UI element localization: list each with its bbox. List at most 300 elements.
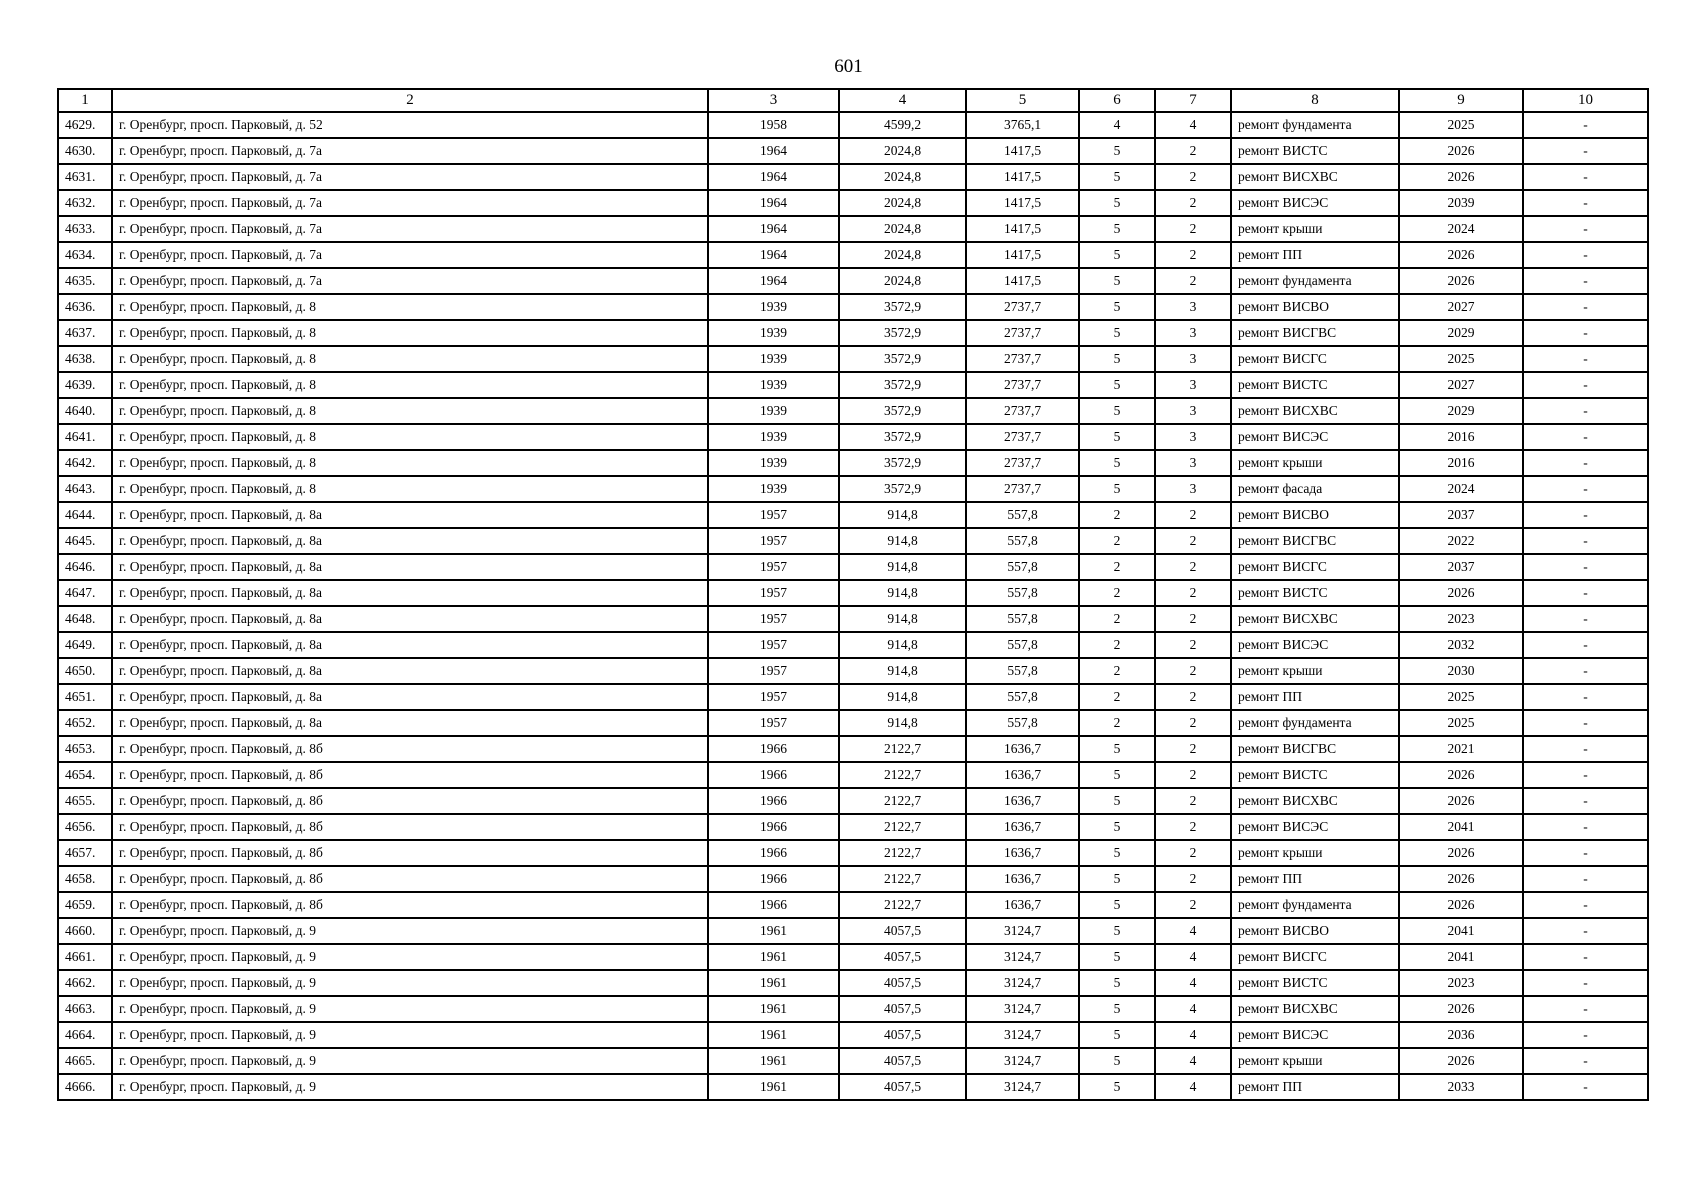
cell-entrances: 2 — [1155, 554, 1231, 580]
cell-entrances: 2 — [1155, 138, 1231, 164]
cell-note: - — [1523, 996, 1648, 1022]
cell-build-year: 1939 — [708, 450, 839, 476]
cell-entrances: 2 — [1155, 502, 1231, 528]
cell-floors: 5 — [1079, 346, 1155, 372]
cell-total-area: 2024,8 — [839, 190, 966, 216]
cell-note: - — [1523, 892, 1648, 918]
cell-planned-year: 2025 — [1399, 710, 1523, 736]
table-row — [58, 216, 1648, 242]
cell-planned-year: 2026 — [1399, 242, 1523, 268]
cell-total-area: 914,8 — [839, 502, 966, 528]
cell-entrances: 4 — [1155, 918, 1231, 944]
cell-build-year: 1966 — [708, 840, 839, 866]
cell-row-number: 4663. — [58, 996, 112, 1022]
column-header-1: 1 — [58, 89, 112, 112]
cell-total-area: 2024,8 — [839, 242, 966, 268]
cell-living-area: 1636,7 — [966, 892, 1079, 918]
cell-planned-year: 2025 — [1399, 112, 1523, 138]
cell-note: - — [1523, 736, 1648, 762]
cell-planned-year: 2026 — [1399, 268, 1523, 294]
cell-row-number: 4633. — [58, 216, 112, 242]
cell-planned-year: 2030 — [1399, 658, 1523, 684]
cell-floors: 2 — [1079, 710, 1155, 736]
page-number: 601 — [834, 56, 863, 77]
cell-total-area: 2024,8 — [839, 138, 966, 164]
cell-entrances: 2 — [1155, 268, 1231, 294]
cell-note: - — [1523, 164, 1648, 190]
cell-build-year: 1961 — [708, 1022, 839, 1048]
cell-note: - — [1523, 450, 1648, 476]
cell-note: - — [1523, 762, 1648, 788]
cell-total-area: 3572,9 — [839, 346, 966, 372]
cell-row-number: 4644. — [58, 502, 112, 528]
cell-floors: 5 — [1079, 944, 1155, 970]
cell-work-type: ремонт фундамента — [1231, 710, 1399, 736]
cell-entrances: 4 — [1155, 112, 1231, 138]
cell-entrances: 2 — [1155, 788, 1231, 814]
cell-row-number: 4647. — [58, 580, 112, 606]
cell-planned-year: 2025 — [1399, 346, 1523, 372]
cell-floors: 2 — [1079, 528, 1155, 554]
cell-work-type: ремонт крыши — [1231, 840, 1399, 866]
cell-address: г. Оренбург, просп. Парковый, д. 8 — [112, 372, 708, 398]
cell-planned-year: 2016 — [1399, 450, 1523, 476]
cell-row-number: 4665. — [58, 1048, 112, 1074]
cell-total-area: 4057,5 — [839, 918, 966, 944]
cell-floors: 5 — [1079, 216, 1155, 242]
table-row — [58, 138, 1648, 164]
table-row — [58, 320, 1648, 346]
cell-build-year: 1961 — [708, 944, 839, 970]
cell-address: г. Оренбург, просп. Парковый, д. 8б — [112, 814, 708, 840]
cell-total-area: 914,8 — [839, 606, 966, 632]
cell-build-year: 1964 — [708, 190, 839, 216]
cell-row-number: 4637. — [58, 320, 112, 346]
table-row — [58, 866, 1648, 892]
table-row — [58, 970, 1648, 996]
cell-floors: 2 — [1079, 502, 1155, 528]
cell-address: г. Оренбург, просп. Парковый, д. 8б — [112, 788, 708, 814]
cell-total-area: 914,8 — [839, 632, 966, 658]
table-body — [58, 112, 1648, 1100]
cell-planned-year: 2029 — [1399, 398, 1523, 424]
cell-row-number: 4642. — [58, 450, 112, 476]
cell-total-area: 4057,5 — [839, 1022, 966, 1048]
cell-row-number: 4645. — [58, 528, 112, 554]
cell-floors: 5 — [1079, 788, 1155, 814]
cell-living-area: 3124,7 — [966, 970, 1079, 996]
cell-floors: 5 — [1079, 996, 1155, 1022]
cell-entrances: 3 — [1155, 294, 1231, 320]
cell-note: - — [1523, 1022, 1648, 1048]
cell-planned-year: 2027 — [1399, 372, 1523, 398]
table-row — [58, 684, 1648, 710]
cell-floors: 5 — [1079, 398, 1155, 424]
cell-build-year: 1939 — [708, 398, 839, 424]
cell-entrances: 2 — [1155, 216, 1231, 242]
cell-living-area: 1417,5 — [966, 216, 1079, 242]
cell-planned-year: 2016 — [1399, 424, 1523, 450]
cell-address: г. Оренбург, просп. Парковый, д. 8а — [112, 554, 708, 580]
cell-entrances: 4 — [1155, 944, 1231, 970]
cell-build-year: 1957 — [708, 528, 839, 554]
cell-work-type: ремонт ВИСХВС — [1231, 606, 1399, 632]
cell-entrances: 3 — [1155, 476, 1231, 502]
cell-work-type: ремонт ВИСВО — [1231, 294, 1399, 320]
cell-address: г. Оренбург, просп. Парковый, д. 8б — [112, 762, 708, 788]
column-header-2: 2 — [112, 89, 708, 112]
cell-work-type: ремонт ВИСГВС — [1231, 736, 1399, 762]
cell-planned-year: 2026 — [1399, 580, 1523, 606]
cell-living-area: 557,8 — [966, 580, 1079, 606]
cell-row-number: 4653. — [58, 736, 112, 762]
cell-address: г. Оренбург, просп. Парковый, д. 9 — [112, 1022, 708, 1048]
cell-build-year: 1957 — [708, 632, 839, 658]
table-row — [58, 658, 1648, 684]
table-row — [58, 1074, 1648, 1100]
cell-total-area: 3572,9 — [839, 450, 966, 476]
cell-planned-year: 2022 — [1399, 528, 1523, 554]
table-row — [58, 840, 1648, 866]
cell-work-type: ремонт фундамента — [1231, 112, 1399, 138]
cell-total-area: 2024,8 — [839, 216, 966, 242]
cell-row-number: 4638. — [58, 346, 112, 372]
cell-note: - — [1523, 1048, 1648, 1074]
cell-entrances: 3 — [1155, 450, 1231, 476]
cell-work-type: ремонт фасада — [1231, 476, 1399, 502]
cell-build-year: 1958 — [708, 112, 839, 138]
cell-address: г. Оренбург, просп. Парковый, д. 9 — [112, 1048, 708, 1074]
cell-work-type: ремонт ВИСЭС — [1231, 190, 1399, 216]
cell-floors: 5 — [1079, 1048, 1155, 1074]
header-row — [58, 89, 1648, 112]
cell-total-area: 3572,9 — [839, 320, 966, 346]
cell-entrances: 2 — [1155, 866, 1231, 892]
cell-work-type: ремонт ПП — [1231, 1074, 1399, 1100]
cell-note: - — [1523, 580, 1648, 606]
table-row — [58, 892, 1648, 918]
cell-address: г. Оренбург, просп. Парковый, д. 52 — [112, 112, 708, 138]
cell-address: г. Оренбург, просп. Парковый, д. 9 — [112, 970, 708, 996]
cell-living-area: 3124,7 — [966, 1074, 1079, 1100]
cell-address: г. Оренбург, просп. Парковый, д. 7а — [112, 138, 708, 164]
cell-living-area: 3765,1 — [966, 112, 1079, 138]
column-header-7: 7 — [1155, 89, 1231, 112]
cell-address: г. Оренбург, просп. Парковый, д. 8 — [112, 294, 708, 320]
cell-living-area: 1636,7 — [966, 762, 1079, 788]
cell-row-number: 4662. — [58, 970, 112, 996]
cell-planned-year: 2026 — [1399, 866, 1523, 892]
cell-note: - — [1523, 528, 1648, 554]
cell-entrances: 2 — [1155, 658, 1231, 684]
cell-planned-year: 2024 — [1399, 476, 1523, 502]
cell-living-area: 2737,7 — [966, 372, 1079, 398]
cell-living-area: 2737,7 — [966, 320, 1079, 346]
column-header-6: 6 — [1079, 89, 1155, 112]
cell-address: г. Оренбург, просп. Парковый, д. 7а — [112, 190, 708, 216]
cell-note: - — [1523, 788, 1648, 814]
cell-entrances: 2 — [1155, 840, 1231, 866]
cell-work-type: ремонт фундамента — [1231, 892, 1399, 918]
cell-note: - — [1523, 320, 1648, 346]
cell-total-area: 4057,5 — [839, 970, 966, 996]
cell-living-area: 3124,7 — [966, 1048, 1079, 1074]
table-row — [58, 710, 1648, 736]
cell-note: - — [1523, 294, 1648, 320]
cell-planned-year: 2023 — [1399, 970, 1523, 996]
cell-note: - — [1523, 606, 1648, 632]
cell-build-year: 1966 — [708, 814, 839, 840]
cell-row-number: 4629. — [58, 112, 112, 138]
repair-schedule-table — [57, 88, 1649, 1101]
cell-total-area: 4057,5 — [839, 1074, 966, 1100]
cell-note: - — [1523, 346, 1648, 372]
table-row — [58, 814, 1648, 840]
cell-planned-year: 2026 — [1399, 762, 1523, 788]
cell-total-area: 914,8 — [839, 580, 966, 606]
cell-living-area: 557,8 — [966, 528, 1079, 554]
cell-floors: 2 — [1079, 554, 1155, 580]
table-row — [58, 1022, 1648, 1048]
table-row — [58, 294, 1648, 320]
cell-build-year: 1939 — [708, 372, 839, 398]
cell-total-area: 914,8 — [839, 684, 966, 710]
cell-note: - — [1523, 216, 1648, 242]
cell-build-year: 1957 — [708, 606, 839, 632]
cell-total-area: 4057,5 — [839, 944, 966, 970]
cell-work-type: ремонт ВИСГС — [1231, 346, 1399, 372]
cell-floors: 5 — [1079, 918, 1155, 944]
cell-address: г. Оренбург, просп. Парковый, д. 8а — [112, 684, 708, 710]
cell-living-area: 2737,7 — [966, 398, 1079, 424]
cell-row-number: 4643. — [58, 476, 112, 502]
cell-address: г. Оренбург, просп. Парковый, д. 9 — [112, 918, 708, 944]
cell-work-type: ремонт ВИСТС — [1231, 138, 1399, 164]
cell-floors: 5 — [1079, 268, 1155, 294]
cell-planned-year: 2041 — [1399, 918, 1523, 944]
cell-living-area: 557,8 — [966, 658, 1079, 684]
cell-floors: 5 — [1079, 294, 1155, 320]
cell-work-type: ремонт крыши — [1231, 450, 1399, 476]
cell-note: - — [1523, 242, 1648, 268]
cell-floors: 5 — [1079, 372, 1155, 398]
column-header-4: 4 — [839, 89, 966, 112]
cell-living-area: 2737,7 — [966, 346, 1079, 372]
cell-floors: 2 — [1079, 684, 1155, 710]
cell-entrances: 4 — [1155, 1022, 1231, 1048]
cell-address: г. Оренбург, просп. Парковый, д. 8б — [112, 866, 708, 892]
cell-floors: 5 — [1079, 476, 1155, 502]
cell-address: г. Оренбург, просп. Парковый, д. 8а — [112, 658, 708, 684]
cell-work-type: ремонт ВИСГС — [1231, 554, 1399, 580]
table-row — [58, 762, 1648, 788]
cell-build-year: 1964 — [708, 242, 839, 268]
cell-note: - — [1523, 502, 1648, 528]
cell-build-year: 1957 — [708, 554, 839, 580]
cell-build-year: 1966 — [708, 736, 839, 762]
cell-note: - — [1523, 944, 1648, 970]
cell-planned-year: 2026 — [1399, 892, 1523, 918]
cell-living-area: 3124,7 — [966, 918, 1079, 944]
cell-entrances: 4 — [1155, 996, 1231, 1022]
cell-build-year: 1939 — [708, 346, 839, 372]
cell-planned-year: 2026 — [1399, 788, 1523, 814]
cell-work-type: ремонт ВИСХВС — [1231, 164, 1399, 190]
cell-address: г. Оренбург, просп. Парковый, д. 8а — [112, 606, 708, 632]
cell-row-number: 4649. — [58, 632, 112, 658]
cell-row-number: 4660. — [58, 918, 112, 944]
column-header-10: 10 — [1523, 89, 1648, 112]
cell-total-area: 2024,8 — [839, 268, 966, 294]
cell-entrances: 4 — [1155, 1074, 1231, 1100]
table-row — [58, 450, 1648, 476]
column-header-3: 3 — [708, 89, 839, 112]
cell-planned-year: 2026 — [1399, 164, 1523, 190]
cell-row-number: 4658. — [58, 866, 112, 892]
cell-living-area: 1636,7 — [966, 736, 1079, 762]
cell-work-type: ремонт ВИСХВС — [1231, 398, 1399, 424]
cell-note: - — [1523, 658, 1648, 684]
cell-entrances: 4 — [1155, 970, 1231, 996]
cell-build-year: 1957 — [708, 684, 839, 710]
cell-address: г. Оренбург, просп. Парковый, д. 8а — [112, 502, 708, 528]
cell-row-number: 4655. — [58, 788, 112, 814]
cell-address: г. Оренбург, просп. Парковый, д. 8а — [112, 632, 708, 658]
cell-address: г. Оренбург, просп. Парковый, д. 8б — [112, 736, 708, 762]
cell-floors: 2 — [1079, 658, 1155, 684]
cell-planned-year: 2039 — [1399, 190, 1523, 216]
cell-note: - — [1523, 632, 1648, 658]
cell-entrances: 2 — [1155, 632, 1231, 658]
cell-living-area: 2737,7 — [966, 450, 1079, 476]
cell-floors: 5 — [1079, 320, 1155, 346]
cell-work-type: ремонт ВИСГС — [1231, 944, 1399, 970]
cell-row-number: 4650. — [58, 658, 112, 684]
cell-row-number: 4646. — [58, 554, 112, 580]
cell-floors: 5 — [1079, 242, 1155, 268]
cell-note: - — [1523, 112, 1648, 138]
cell-build-year: 1966 — [708, 762, 839, 788]
table-row — [58, 112, 1648, 138]
table-row — [58, 476, 1648, 502]
cell-address: г. Оренбург, просп. Парковый, д. 8 — [112, 398, 708, 424]
cell-entrances: 2 — [1155, 528, 1231, 554]
table-row — [58, 606, 1648, 632]
cell-entrances: 3 — [1155, 346, 1231, 372]
cell-floors: 5 — [1079, 840, 1155, 866]
cell-address: г. Оренбург, просп. Парковый, д. 7а — [112, 216, 708, 242]
cell-floors: 5 — [1079, 164, 1155, 190]
cell-work-type: ремонт ВИСТС — [1231, 970, 1399, 996]
table-row — [58, 1048, 1648, 1074]
cell-planned-year: 2026 — [1399, 840, 1523, 866]
cell-address: г. Оренбург, просп. Парковый, д. 8 — [112, 346, 708, 372]
cell-entrances: 2 — [1155, 684, 1231, 710]
cell-living-area: 1417,5 — [966, 190, 1079, 216]
cell-floors: 5 — [1079, 424, 1155, 450]
cell-row-number: 4652. — [58, 710, 112, 736]
table-row — [58, 372, 1648, 398]
cell-note: - — [1523, 190, 1648, 216]
cell-work-type: ремонт ВИСЭС — [1231, 424, 1399, 450]
cell-floors: 5 — [1079, 892, 1155, 918]
cell-living-area: 3124,7 — [966, 944, 1079, 970]
cell-work-type: ремонт ПП — [1231, 242, 1399, 268]
cell-row-number: 4664. — [58, 1022, 112, 1048]
cell-note: - — [1523, 398, 1648, 424]
table-row — [58, 736, 1648, 762]
cell-work-type: ремонт ВИСЭС — [1231, 632, 1399, 658]
cell-total-area: 914,8 — [839, 554, 966, 580]
cell-floors: 2 — [1079, 632, 1155, 658]
cell-total-area: 3572,9 — [839, 398, 966, 424]
cell-living-area: 1636,7 — [966, 788, 1079, 814]
cell-row-number: 4632. — [58, 190, 112, 216]
cell-build-year: 1939 — [708, 424, 839, 450]
cell-row-number: 4635. — [58, 268, 112, 294]
cell-entrances: 3 — [1155, 424, 1231, 450]
cell-row-number: 4648. — [58, 606, 112, 632]
cell-living-area: 2737,7 — [966, 424, 1079, 450]
cell-entrances: 2 — [1155, 164, 1231, 190]
cell-floors: 5 — [1079, 190, 1155, 216]
cell-total-area: 2122,7 — [839, 736, 966, 762]
cell-address: г. Оренбург, просп. Парковый, д. 7а — [112, 268, 708, 294]
cell-work-type: ремонт крыши — [1231, 216, 1399, 242]
cell-floors: 5 — [1079, 970, 1155, 996]
cell-total-area: 3572,9 — [839, 294, 966, 320]
cell-work-type: ремонт ВИСГВС — [1231, 528, 1399, 554]
column-header-8: 8 — [1231, 89, 1399, 112]
cell-living-area: 3124,7 — [966, 1022, 1079, 1048]
cell-total-area: 4057,5 — [839, 996, 966, 1022]
cell-total-area: 2122,7 — [839, 788, 966, 814]
cell-living-area: 1417,5 — [966, 138, 1079, 164]
cell-floors: 5 — [1079, 736, 1155, 762]
cell-address: г. Оренбург, просп. Парковый, д. 8 — [112, 424, 708, 450]
cell-floors: 2 — [1079, 580, 1155, 606]
cell-planned-year: 2025 — [1399, 684, 1523, 710]
cell-note: - — [1523, 372, 1648, 398]
cell-work-type: ремонт ВИСХВС — [1231, 996, 1399, 1022]
cell-work-type: ремонт ВИСТС — [1231, 762, 1399, 788]
table-row — [58, 580, 1648, 606]
cell-address: г. Оренбург, просп. Парковый, д. 9 — [112, 1074, 708, 1100]
cell-entrances: 4 — [1155, 1048, 1231, 1074]
cell-total-area: 2122,7 — [839, 814, 966, 840]
cell-planned-year: 2037 — [1399, 554, 1523, 580]
cell-note: - — [1523, 476, 1648, 502]
cell-work-type: ремонт ВИСЭС — [1231, 814, 1399, 840]
cell-entrances: 2 — [1155, 892, 1231, 918]
cell-work-type: ремонт ВИСТС — [1231, 580, 1399, 606]
cell-build-year: 1957 — [708, 502, 839, 528]
table-row — [58, 554, 1648, 580]
cell-build-year: 1966 — [708, 866, 839, 892]
cell-living-area: 557,8 — [966, 554, 1079, 580]
table-row — [58, 164, 1648, 190]
cell-build-year: 1966 — [708, 788, 839, 814]
cell-row-number: 4657. — [58, 840, 112, 866]
cell-entrances: 2 — [1155, 190, 1231, 216]
cell-living-area: 1636,7 — [966, 840, 1079, 866]
table-row — [58, 528, 1648, 554]
cell-floors: 5 — [1079, 814, 1155, 840]
cell-row-number: 4651. — [58, 684, 112, 710]
cell-work-type: ремонт ВИСТС — [1231, 372, 1399, 398]
cell-row-number: 4631. — [58, 164, 112, 190]
cell-entrances: 2 — [1155, 242, 1231, 268]
